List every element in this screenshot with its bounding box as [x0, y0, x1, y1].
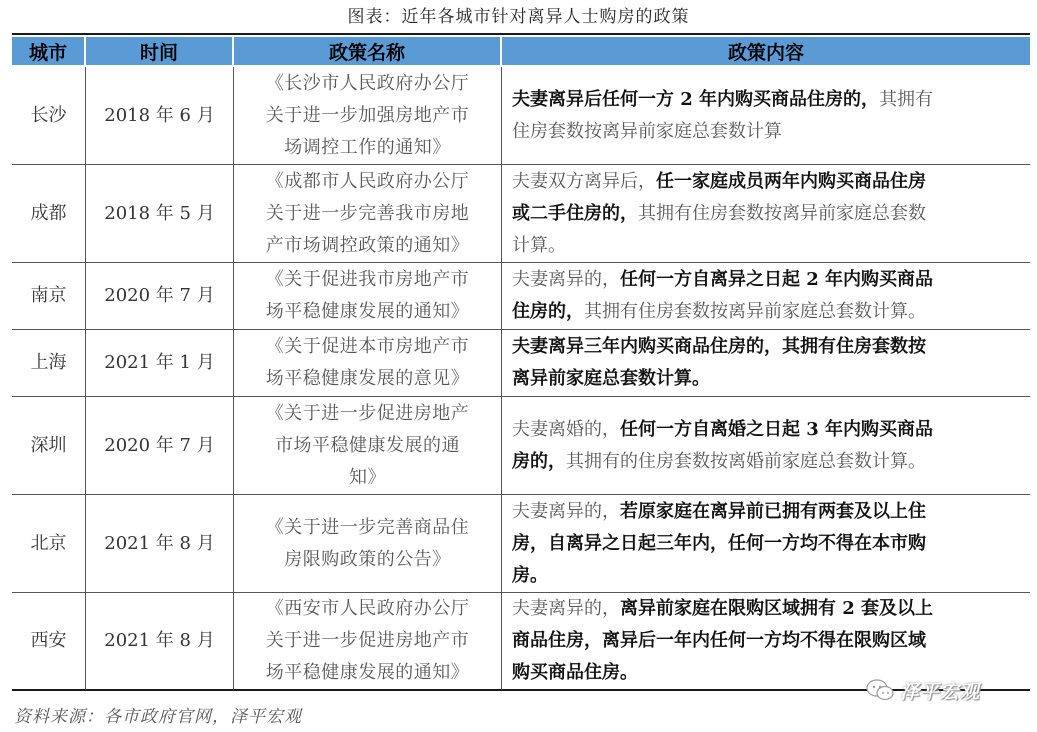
policy-name-line: 场平稳健康发展的通知》	[265, 301, 470, 322]
column-header-date: 时间	[86, 37, 234, 67]
cell-city: 深圳	[12, 397, 86, 495]
cell-policy-name	[234, 330, 502, 397]
policy-name-line: 场平稳健康发展的意见》	[265, 368, 470, 389]
content-bold-segment: 若原家庭在离异前已拥有两套及以上住	[620, 500, 926, 522]
policy-name-line: 市场平稳健康发展的通	[275, 434, 460, 456]
content-bold-segment: 房，自离异之日起三年内，任何一方均不得在本市购	[512, 532, 926, 554]
source-note: 资料来源：各市政府官网，泽平宏观	[14, 707, 302, 727]
policy-content-line	[512, 446, 1022, 478]
content-bold-segment: 夫妻离异后任何一方 2 年内购买商品住房的，	[512, 88, 880, 110]
policy-content-line	[512, 625, 1022, 657]
content-bold-segment: 离异前家庭总套数计算。	[512, 368, 710, 389]
watermark-text: 泽平宏观	[900, 680, 981, 703]
cell-date: 2020 年 7 月	[86, 263, 234, 330]
policy-content-line	[512, 116, 1022, 148]
policy-name-line: 场调控工作的通知》	[284, 136, 451, 158]
policy-name-line: 《长沙市人民政府办公厅	[265, 72, 470, 94]
cell-city: 上海	[12, 330, 86, 397]
content-bold-segment: 任何一方自离婚之日起 3 年内购买商品	[620, 418, 934, 440]
table-row	[12, 67, 1030, 165]
content-bold-segment: 或二手住房的，	[512, 202, 638, 224]
table-row	[12, 263, 1030, 330]
table-title: 图表：近年各城市针对离异人士购房的政策	[347, 7, 690, 27]
column-header-policy-content: 政策内容	[502, 37, 1030, 67]
content-bold-segment: 任何一方自离异之日起 2 年内购买商品	[620, 269, 934, 290]
content-bold-segment: 房的，	[512, 450, 566, 472]
policy-name-line: 《西安市人民政府办公厅	[265, 598, 470, 619]
policy-name-line: 《关于进一步促进房地产	[265, 402, 470, 424]
policy-content-line	[512, 593, 1022, 625]
watermark	[866, 676, 980, 704]
policy-name-line: 场平稳健康发展的通知》	[265, 662, 470, 683]
policy-name-line: 关于进一步加强房地产市	[265, 104, 470, 126]
content-plain-segment: 夫妻离异的，	[512, 500, 620, 522]
content-bold-segment: 离异前家庭在限购区域拥有 2 套及以上	[620, 598, 934, 619]
policy-name-line: 《成都市人民政府办公厅	[265, 170, 470, 192]
policy-content-line	[512, 331, 1022, 363]
cell-policy-content	[502, 397, 1030, 495]
policy-content-line	[512, 560, 1022, 592]
content-plain-segment: 夫妻离异的，	[512, 598, 620, 619]
cell-policy-content	[502, 263, 1030, 330]
table-row	[12, 397, 1030, 495]
content-bold-segment: 房。	[512, 564, 548, 586]
cell-date: 2020 年 7 月	[86, 397, 234, 495]
cell-city: 成都	[12, 165, 86, 263]
content-bold-segment: 住房的，	[512, 301, 584, 322]
cell-date: 2021 年 8 月	[86, 495, 234, 593]
column-header-city: 城市	[12, 37, 86, 67]
policy-name-line: 《关于促进我市房地产市	[265, 269, 470, 290]
content-bold-segment: 商品住房，离异后一年内任何一方均不得在限购区域	[512, 630, 926, 651]
policy-name-line: 《关于促进本市房地产市	[265, 336, 470, 357]
cell-city: 西安	[12, 593, 86, 691]
cell-city: 北京	[12, 495, 86, 593]
table-row	[12, 495, 1030, 593]
cell-policy-name	[234, 495, 502, 593]
cell-policy-name	[234, 263, 502, 330]
cell-city: 长沙	[12, 67, 86, 165]
cell-policy-name	[234, 67, 502, 165]
content-plain-segment: 其拥有住房套数按离异前家庭总套数计算。	[584, 301, 926, 322]
cell-date: 2021 年 1 月	[86, 330, 234, 397]
policy-table	[12, 37, 1030, 691]
policy-content-line	[512, 496, 1022, 528]
policy-name-line: 产市场调控政策的通知》	[265, 234, 470, 256]
cell-date: 2021 年 8 月	[86, 593, 234, 691]
cell-date: 2018 年 6 月	[86, 67, 234, 165]
cell-policy-name	[234, 165, 502, 263]
policy-content-line	[512, 264, 1022, 296]
policy-name-line: 知》	[349, 466, 386, 488]
policy-content-line	[512, 296, 1022, 328]
header-row	[12, 37, 1030, 67]
wechat-icon	[866, 679, 894, 701]
content-plain-segment: 夫妻离婚的，	[512, 418, 620, 440]
cell-policy-name	[234, 397, 502, 495]
cell-policy-content	[502, 67, 1030, 165]
policy-name-line: 《关于进一步完善商品住	[265, 516, 470, 538]
policy-name-line: 关于进一步促进房地产市	[265, 630, 470, 651]
cell-policy-name	[234, 593, 502, 691]
content-bold-segment: 夫妻离异三年内购买商品住房的，其拥有住房套数按	[512, 336, 926, 357]
content-plain-segment: 夫妻离异的，	[512, 269, 620, 290]
content-plain-segment: 住房套数按离异前家庭总套数计算	[512, 120, 782, 142]
content-plain-segment: 其拥有的住房套数按离婚前家庭总套数计算。	[566, 450, 926, 472]
table-row	[12, 330, 1030, 397]
cell-policy-content	[502, 495, 1030, 593]
policy-content-line	[512, 363, 1022, 395]
policy-content-line	[512, 414, 1022, 446]
policy-content-line	[512, 230, 1022, 262]
policy-content-line	[512, 528, 1022, 560]
cell-policy-content	[502, 165, 1030, 263]
policy-content-line	[512, 166, 1022, 198]
policy-content-line	[512, 84, 1022, 116]
cell-policy-content	[502, 330, 1030, 397]
content-plain-segment: 其拥有住房套数按离异前家庭总套数	[638, 202, 926, 224]
cell-city: 南京	[12, 263, 86, 330]
content-plain-segment: 计算。	[512, 234, 566, 256]
content-plain-segment: 其拥有	[879, 88, 934, 110]
content-bold-segment: 任一家庭成员两年内购买商品住房	[656, 170, 926, 192]
policy-name-line: 房限购政策的公告》	[284, 548, 451, 570]
content-bold-segment: 购买商品住房。	[512, 662, 638, 683]
policy-name-line: 关于进一步完善我市房地	[265, 202, 470, 224]
table-row	[12, 165, 1030, 263]
top-rule	[12, 33, 1030, 35]
column-header-policy-name: 政策名称	[234, 37, 502, 67]
policy-content-line	[512, 198, 1022, 230]
content-plain-segment: 夫妻双方离异后，	[512, 170, 656, 192]
cell-date: 2018 年 5 月	[86, 165, 234, 263]
